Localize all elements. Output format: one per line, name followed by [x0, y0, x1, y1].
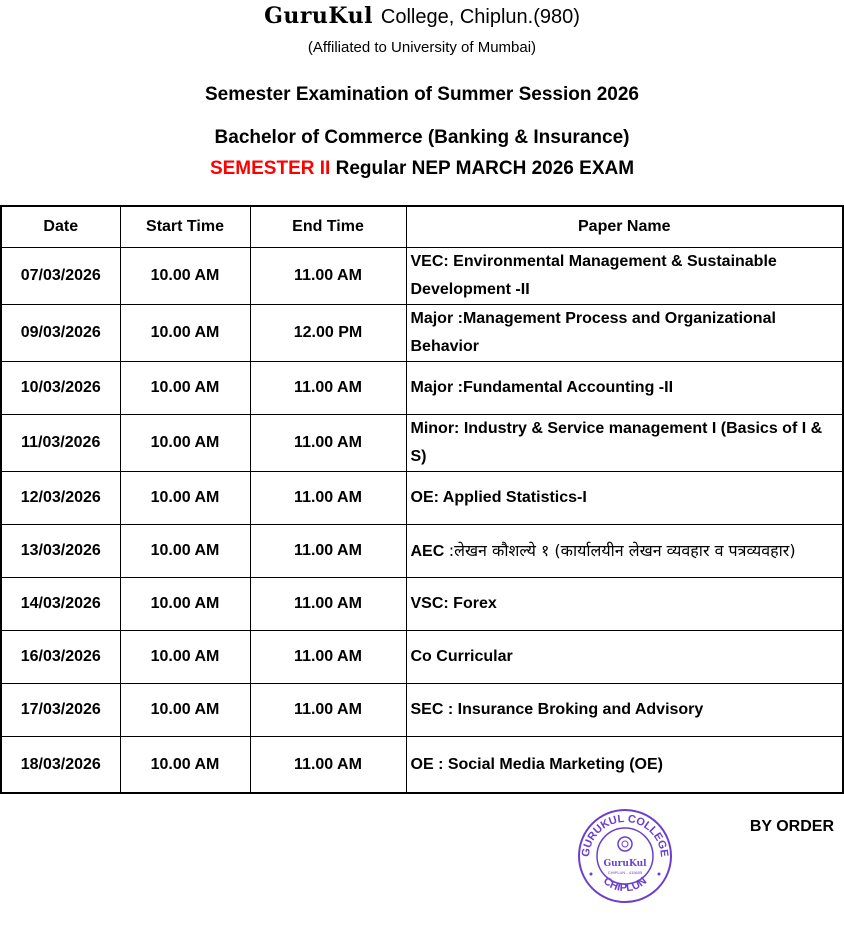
exam-schedule-table: [0, 205, 844, 794]
session-title: Semester Examination of Summer Session 2026: [204, 84, 639, 105]
cell-end-time: 11.00 AM: [250, 684, 406, 737]
table-row: [1, 362, 843, 415]
table-row: [1, 415, 843, 472]
table-row: [1, 737, 843, 794]
cell-start-time: 10.00 AM: [120, 362, 250, 415]
cell-end-time: 11.00 AM: [250, 578, 406, 631]
cell-end-time: 12.00 PM: [250, 305, 406, 362]
table-row: [1, 684, 843, 737]
paper-prefix: AEC: [410, 542, 445, 560]
table-row: [1, 578, 843, 631]
stamp-brand: GuruKul: [603, 859, 647, 869]
cell-date: 11/03/2026: [1, 415, 120, 472]
semester-highlight: SEMESTER II: [209, 158, 331, 179]
cell-start-time: 10.00 AM: [120, 525, 250, 578]
cell-start-time: 10.00 AM: [120, 305, 250, 362]
table-header-row: [1, 206, 843, 248]
cell-start-time: 10.00 AM: [120, 737, 250, 794]
cell-paper-name: Major :Management Process and Organizational Behavior: [406, 305, 843, 362]
cell-start-time: 10.00 AM: [120, 578, 250, 631]
stamp-top-text: GURUKUL COLLEGE: [579, 812, 671, 858]
cell-paper-name: SEC : Insurance Broking and Advisory: [406, 684, 843, 737]
college-title: [0, 3, 844, 29]
cell-start-time: 10.00 AM: [120, 631, 250, 684]
cell-paper-name: Minor: Industry & Service management I (Basics of I & S): [406, 415, 843, 472]
cell-paper-name: OE : Social Media Marketing (OE): [406, 737, 843, 794]
cell-paper-name: [406, 525, 843, 578]
table-row: [1, 631, 843, 684]
cell-paper-name: VEC: Environmental Management & Sustainable Development -II: [406, 248, 843, 305]
cell-paper-name: OE: Applied Statistics-I: [406, 472, 843, 525]
cell-end-time: 11.00 AM: [250, 631, 406, 684]
cell-date: 16/03/2026: [1, 631, 120, 684]
semester-rest: Regular NEP MARCH 2026 EXAM: [335, 158, 635, 179]
cell-start-time: 10.00 AM: [120, 684, 250, 737]
cell-date: 14/03/2026: [1, 578, 120, 631]
table-row: [1, 305, 843, 362]
table-row: [1, 525, 843, 578]
cell-end-time: 11.00 AM: [250, 525, 406, 578]
cell-start-time: 10.00 AM: [120, 415, 250, 472]
column-header-date: Date: [1, 206, 120, 248]
by-order-label: BY ORDER: [749, 818, 834, 835]
stamp-bottom-text: CHIPLUN: [600, 875, 650, 895]
paper-title: :लेखन कौशल्ये १ (कार्यालयीन लेखन व्यवहार व पत्रव्यवहार): [448, 540, 796, 560]
column-header-end-time: End Time: [250, 206, 406, 248]
stamp-emblem-icon: [618, 837, 632, 851]
cell-start-time: 10.00 AM: [120, 248, 250, 305]
table-row: [1, 248, 843, 305]
cell-date: 17/03/2026: [1, 684, 120, 737]
cell-end-time: 11.00 AM: [250, 472, 406, 525]
cell-end-time: 11.00 AM: [250, 248, 406, 305]
college-stamp: [577, 808, 673, 904]
college-name: College, Chiplun.(980): [380, 6, 580, 28]
cell-date: 13/03/2026: [1, 525, 120, 578]
cell-paper-name: Co Curricular: [406, 631, 843, 684]
cell-date: 18/03/2026: [1, 737, 120, 794]
column-header-start-time: Start Time: [120, 206, 250, 248]
cell-end-time: 11.00 AM: [250, 362, 406, 415]
cell-end-time: 11.00 AM: [250, 737, 406, 794]
cell-date: 10/03/2026: [1, 362, 120, 415]
table-row: [1, 472, 843, 525]
cell-date: 09/03/2026: [1, 305, 120, 362]
cell-date: 07/03/2026: [1, 248, 120, 305]
stamp-sub: CHIPLUN - 415605: [607, 870, 643, 875]
column-header-paper-name: Paper Name: [406, 206, 843, 248]
cell-paper-name: Major :Fundamental Accounting -II: [406, 362, 843, 415]
affiliation: (Affiliated to University of Mumbai): [307, 39, 537, 56]
cell-date: 12/03/2026: [1, 472, 120, 525]
semester-title: [0, 158, 844, 180]
course-title: Bachelor of Commerce (Banking & Insurance): [214, 127, 630, 148]
cell-end-time: 11.00 AM: [250, 415, 406, 472]
cell-paper-name: VSC: Forex: [406, 578, 843, 631]
college-brand: GuruKul: [264, 3, 373, 29]
cell-start-time: 10.00 AM: [120, 472, 250, 525]
